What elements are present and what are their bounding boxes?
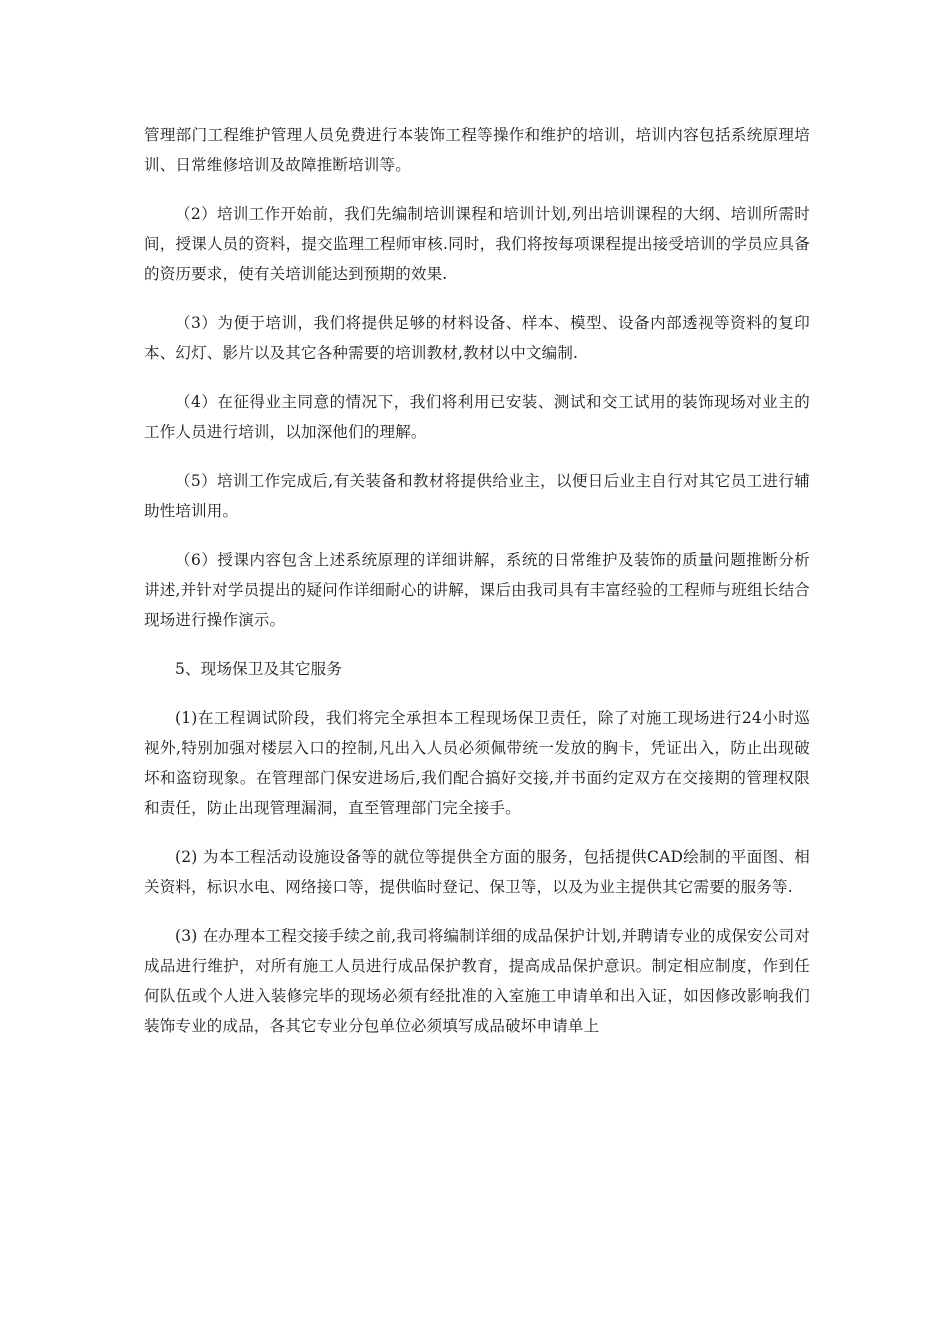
paragraph-training-intro: 管理部门工程维护管理人员免费进行本装饰工程等操作和维护的培训，培训内容包括系统原理培训、日常维修培训及故障推断培训等。 xyxy=(144,126,810,174)
paragraph-training-item-2: （2）培训工作开始前，我们先编制培训课程和培训计划,列出培训课程的大纲、培训所需时间，授课人员的资料，提交监理工程师审核.同时，我们将按每项课程提出接受培训的学员应具备的资历要求，使有关培训能达到预期的效果. xyxy=(144,205,810,283)
paragraph-training-item-5: （5）培训工作完成后,有关装备和教材将提供给业主，以便日后业主自行对其它员工进行辅助性培训用。 xyxy=(144,472,810,520)
paragraph-training-item-6: （6）授课内容包含上述系统原理的详细讲解，系统的日常维护及装饰的质量问题推断分析讲述,并针对学员提出的疑问作详细耐心的讲解，课后由我司具有丰富经验的工程师与班组长结合现场进行操作演示。 xyxy=(144,551,810,629)
paragraph-security-item-1: (1)在工程调试阶段，我们将完全承担本工程现场保卫责任，除了对施工现场进行24小时巡视外,特别加强对楼层入口的控制,凡出入人员必须佩带统一发放的胸卡，凭证出入，防止出现破坏和盗窃现象。在管理部门保安进场后,我们配合搞好交接,并书面约定双方在交接期的管理权限和责任，防止出现管理漏洞，直至管理部门完全接手。 xyxy=(144,709,810,817)
paragraph-training-item-4: （4）在征得业主同意的情况下，我们将利用已安装、测试和交工试用的装饰现场对业主的工作人员进行培训，以加深他们的理解。 xyxy=(144,393,810,441)
paragraph-training-item-3: （3）为便于培训，我们将提供足够的材料设备、样本、模型、设备内部透视等资料的复印本、幻灯、影片以及其它各种需要的培训教材,教材以中文编制. xyxy=(144,314,810,362)
paragraph-security-item-2: (2) 为本工程活动设施设备等的就位等提供全方面的服务，包括提供CAD绘制的平面图、相关资料，标识水电、网络接口等，提供临时登记、保卫等，以及为业主提供其它需要的服务等. xyxy=(144,848,810,896)
section-heading-security: 5、现场保卫及其它服务 xyxy=(175,660,343,678)
document-page xyxy=(144,120,810,1060)
paragraph-security-item-3: (3) 在办理本工程交接手续之前,我司将编制详细的成品保护计划,并聘请专业的成保安公司对成品进行维护，对所有施工人员进行成品保护教育，提高成品保护意识。制定相应制度，作到任何队伍或个人进入装修完毕的现场必须有经批准的入室施工申请单和出入证，如因修改影响我们装饰专业的成品，各其它专业分包单位必须填写成品破坏申请单上 xyxy=(144,927,810,1035)
